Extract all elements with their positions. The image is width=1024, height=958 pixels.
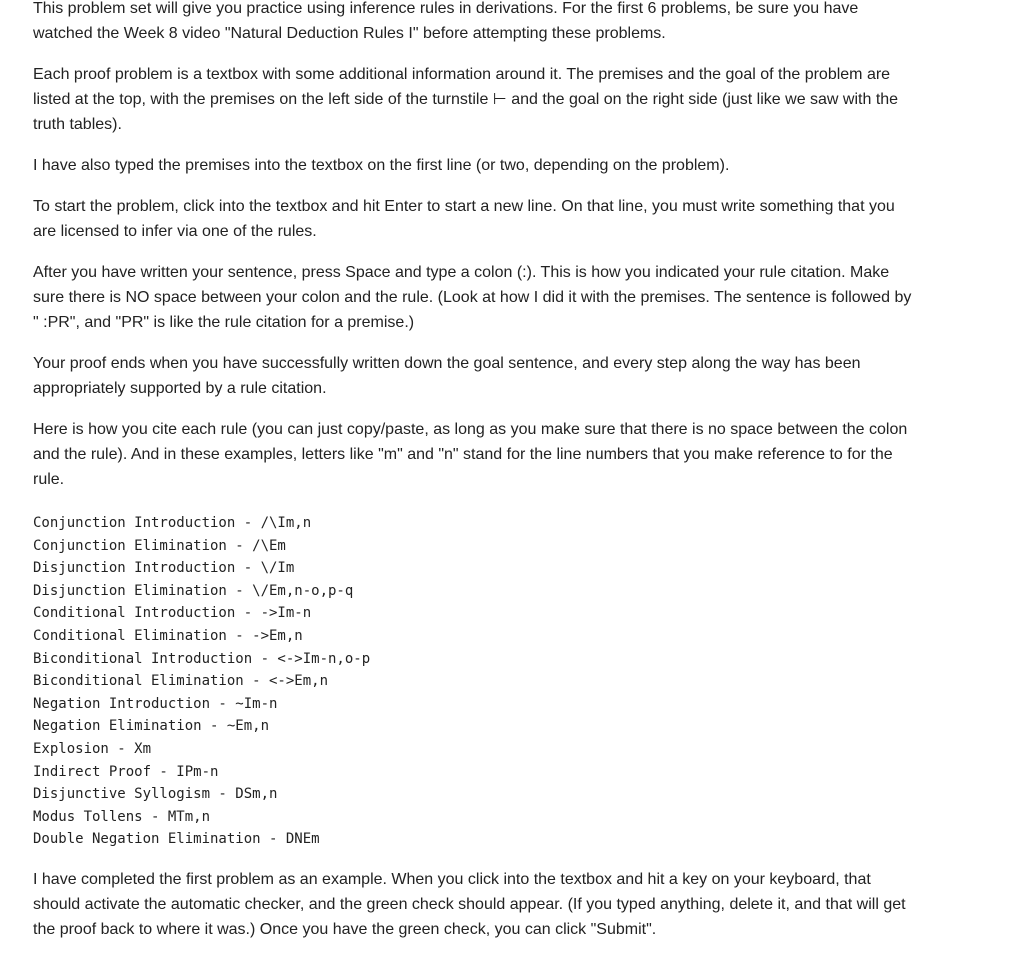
premises-paragraph: I have also typed the premises into the textbox on the first line (or two, depending on the problem). (33, 157, 730, 174)
rule-line: Explosion - Xm (33, 740, 152, 757)
rule-line: Conditional Introduction - ->Im-n (33, 605, 312, 622)
rule-line: Conjunction Introduction - /\Im,n (33, 515, 312, 531)
rule-line: Double Negation Elimination - DNEm (33, 831, 320, 848)
rule-line: Modus Tollens - MTm,n (33, 808, 211, 825)
rule-line: Biconditional Elimination - <->Em,n (33, 673, 329, 690)
intro-paragraph: This problem set will give you practice using inference rules in derivations. For the first 6 problems, be sure you have watched the Week 8 video "Natural Deduction Rules I" before attempting these problems. (33, 0, 859, 42)
rule-line: Indirect Proof - IPm-n (33, 763, 219, 780)
start-problem-paragraph: To start the problem, click into the textbox and hit Enter to start a new line. On that line, you must write something that you are licensed to infer via one of the rules. (33, 198, 895, 240)
rule-citation-list (33, 508, 913, 851)
rule-citation-paragraph: After you have written your sentence, press Space and type a colon (:). This is how you indicated your rule citation. Make sure there is NO space between your colon and the rule. (Look at how I did it with the premises. The sentence is followed by " :PR", and "PR" is like the rule citation for a premise.) (33, 264, 912, 331)
cite-rules-paragraph: Here is how you cite each rule (you can just copy/paste, as long as you make sure that there is no space between the colon and the rule). And in these examples, letters like "m" and "n" stand for the line numbers that you make reference to for the rule. (33, 421, 908, 488)
rule-line: Disjunction Introduction - \/Im (33, 560, 295, 577)
rule-line: Biconditional Introduction - <->Im-n,o-p (33, 650, 371, 667)
rule-line: Disjunctive Syllogism - DSm,n (33, 786, 278, 803)
rule-line: Negation Introduction - ~Im-n (33, 695, 278, 712)
proof-problem-paragraph: Each proof problem is a textbox with some additional information around it. The premises and the goal of the problem are listed at the top, with the premises on the left side of the turnstile ⊢ and the goal on the right side (just like we saw with the truth tables). (33, 66, 899, 133)
closing-paragraph: I have completed the first problem as an example. When you click into the textbox and hit a key on your keyboard, that should activate the automatic checker, and the green check should appear. (If you typed anything, delete it, and that will get the proof back to where it was.) Once you have the green check, you can click "Submit". (33, 870, 906, 938)
proof-end-paragraph: Your proof ends when you have successfully written down the goal sentence, and every step along the way has been appropriately supported by a rule citation. (33, 355, 861, 397)
rule-line: Negation Elimination - ~Em,n (33, 718, 270, 735)
rule-line: Conditional Elimination - ->Em,n (33, 627, 303, 644)
rule-line: Conjunction Elimination - /\Em (33, 537, 286, 554)
rule-line: Disjunction Elimination - \/Em,n-o,p-q (33, 582, 354, 599)
instructions-content (33, 0, 913, 958)
